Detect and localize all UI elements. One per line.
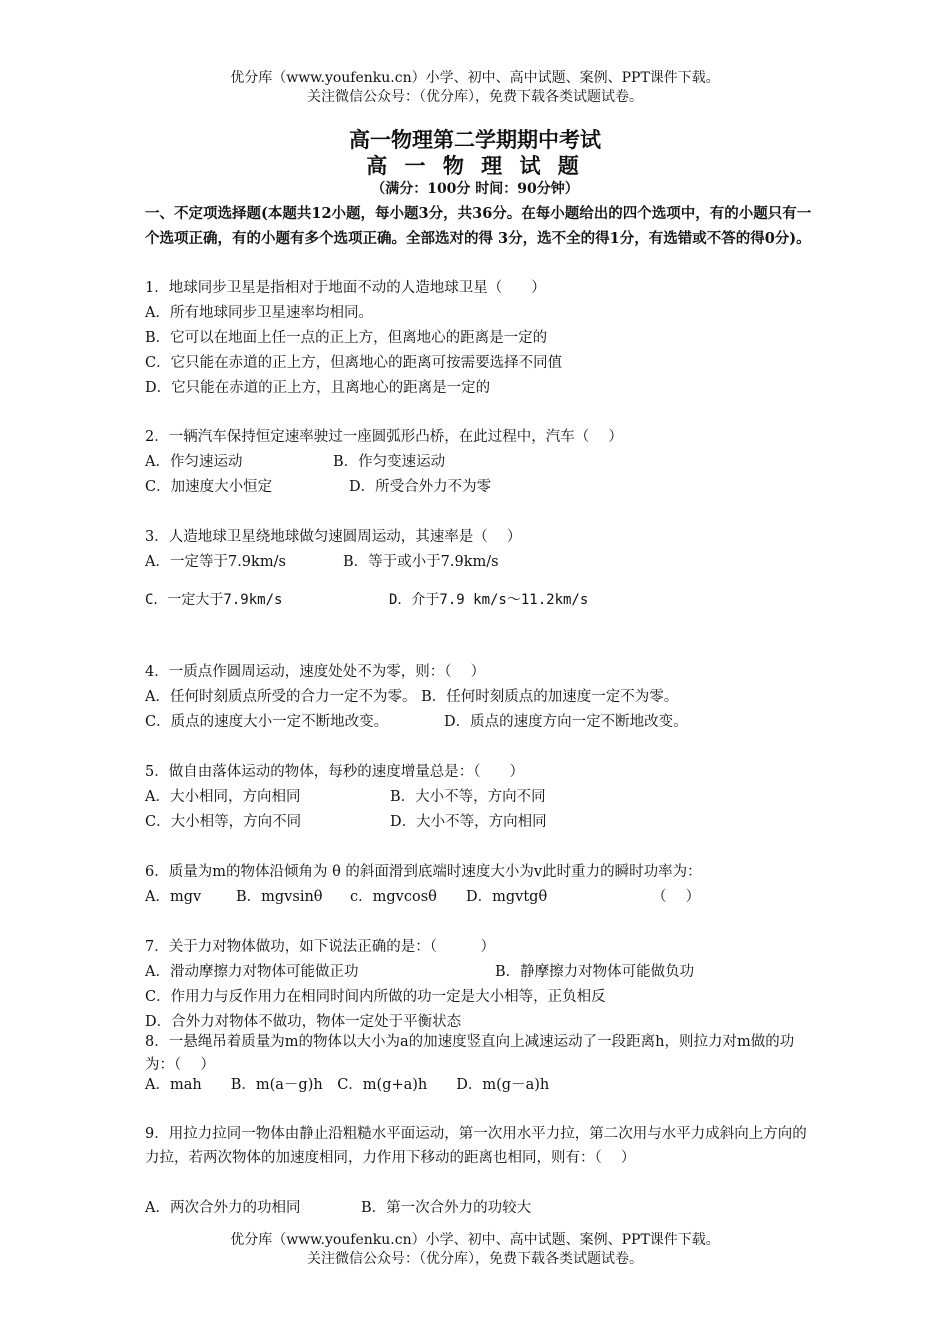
q4-stem: 4．一质点作圆周运动，速度处处不为零，则：（ ） [145, 664, 486, 680]
q5-option-d: D．大小不等，方向相同 [390, 814, 547, 830]
q3-option-d: D．介于7.9 km/s～11.2km/s [389, 592, 589, 608]
q7-option-c: C．作用力与反作用力在相同时间内所做的功一定是大小相等，正负相反 [145, 989, 606, 1005]
q5-stem: 5．做自由落体运动的物体，每秒的速度增量总是：（ ） [145, 764, 524, 780]
q7-option-b: B．静摩擦力对物体可能做负功 [495, 964, 695, 980]
q7-option-a: A．滑动摩擦力对物体可能做正功 [145, 964, 359, 980]
q3-option-c: C．一定大于7.9km/s [145, 592, 283, 608]
q6-option-a: A．mgv [145, 889, 202, 905]
q2-stem: 2．一辆汽车保持恒定速率驶过一座圆弧形凸桥，在此过程中，汽车（ ） [145, 429, 623, 445]
q3-stem: 3．人造地球卫星绕地球做匀速圆周运动，其速率是（ ） [145, 529, 522, 545]
q2-option-c: C．加速度大小恒定 [145, 479, 273, 495]
header-line-1: 优分库（www.youfenku.cn）小学、初中、高中试题、案例、PPT课件下载。 [230, 70, 720, 86]
q9-stem: 9．用拉力拉同一物体由静止沿粗糙水平面运动，第一次用水平力拉，第二次用与水平力成斜向上方向的力拉，若两次物体的加速度相同，力作用下移动的距离也相同，则有：（ ） [145, 1126, 807, 1166]
q8-options: A．mah B．m(a－g)h C．m(g+a)h D．m(g－a)h [145, 1077, 550, 1093]
q8-stem: 8．一悬绳吊着质量为m的物体以大小为a的加速度竖直向上减速运动了一段距离h，则拉力对m做的功为：（ ） [145, 1034, 795, 1073]
q5-option-b: B．大小不等，方向不同 [390, 789, 546, 805]
q4-option-d: D．质点的速度方向一定不断地改变。 [444, 714, 688, 730]
q7-option-d: D．合外力对物体不做功，物体一定处于平衡状态 [145, 1014, 462, 1030]
q9-option-b: B．第一次合外力的功较大 [361, 1200, 532, 1216]
exam-title: 高一物理第二学期期中考试 [349, 127, 601, 152]
q6-option-b: B．mgvsinθ [236, 889, 323, 905]
q2-option-b: B．作匀变速运动 [333, 454, 446, 470]
section-1-instructions: 一、不定项选择题(本题共12小题，每小题3分，共36分。在每小题给出的四个选项中，有的小题只有一个选项正确，有的小题有多个选项正确。全部选对的得 3分，选不全的得1分，有选错或不答的得0分)。 [145, 205, 812, 247]
q6-answer-bracket: （ ） [652, 889, 701, 905]
q4-option-ab: A．任何时刻质点所受的合力一定不为零。 B．任何时刻质点的加速度一定不为零。 [145, 689, 679, 705]
exam-score-time: （满分：100分 时间：90分钟） [371, 181, 579, 197]
q1-option-b: B．它可以在地面上任一点的正上方，但离地心的距离是一定的 [145, 330, 548, 346]
q1-option-c: C．它只能在赤道的正上方，但离地心的距离可按需要选择不同值 [145, 355, 563, 371]
q6-stem: 6．质量为m的物体沿倾角为 θ 的斜面滑到底端时速度大小为v此时重力的瞬时功率为： [145, 864, 702, 880]
q2-option-a: A．作匀速运动 [145, 454, 243, 470]
q5-option-a: A．大小相同，方向相同 [145, 789, 301, 805]
q2-option-d: D．所受合外力不为零 [349, 479, 492, 495]
q3-option-b: B．等于或小于7.9km/s [343, 554, 499, 570]
q9-option-a: A．两次合外力的功相同 [145, 1200, 301, 1216]
q4-option-c: C．质点的速度大小一定不断地改变。 [145, 714, 389, 730]
q7-stem: 7．关于力对物体做功，如下说法正确的是：（ ） [145, 939, 495, 955]
footer-line-2: 关注微信公众号：（优分库），免费下载各类试题试卷。 [307, 1251, 643, 1267]
q6-option-d: D．mgvtgθ [466, 889, 548, 905]
header-line-2: 关注微信公众号：（优分库），免费下载各类试题试卷。 [307, 89, 643, 105]
footer-line-1: 优分库（www.youfenku.cn）小学、初中、高中试题、案例、PPT课件下载。 [230, 1232, 720, 1248]
q1-option-d: D．它只能在赤道的正上方，且离地心的距离是一定的 [145, 380, 491, 396]
q3-option-a: A．一定等于7.9km/s [145, 554, 286, 570]
q1-option-a: A．所有地球同步卫星速率均相同。 [145, 305, 373, 321]
q6-option-c: c．mgvcosθ [350, 889, 437, 905]
q1-stem: 1．地球同步卫星是指相对于地面不动的人造地球卫星（ ） [145, 280, 546, 296]
exam-subtitle: 高 一 物 理 试 题 [366, 153, 584, 178]
q5-option-c: C．大小相等，方向不同 [145, 814, 302, 830]
